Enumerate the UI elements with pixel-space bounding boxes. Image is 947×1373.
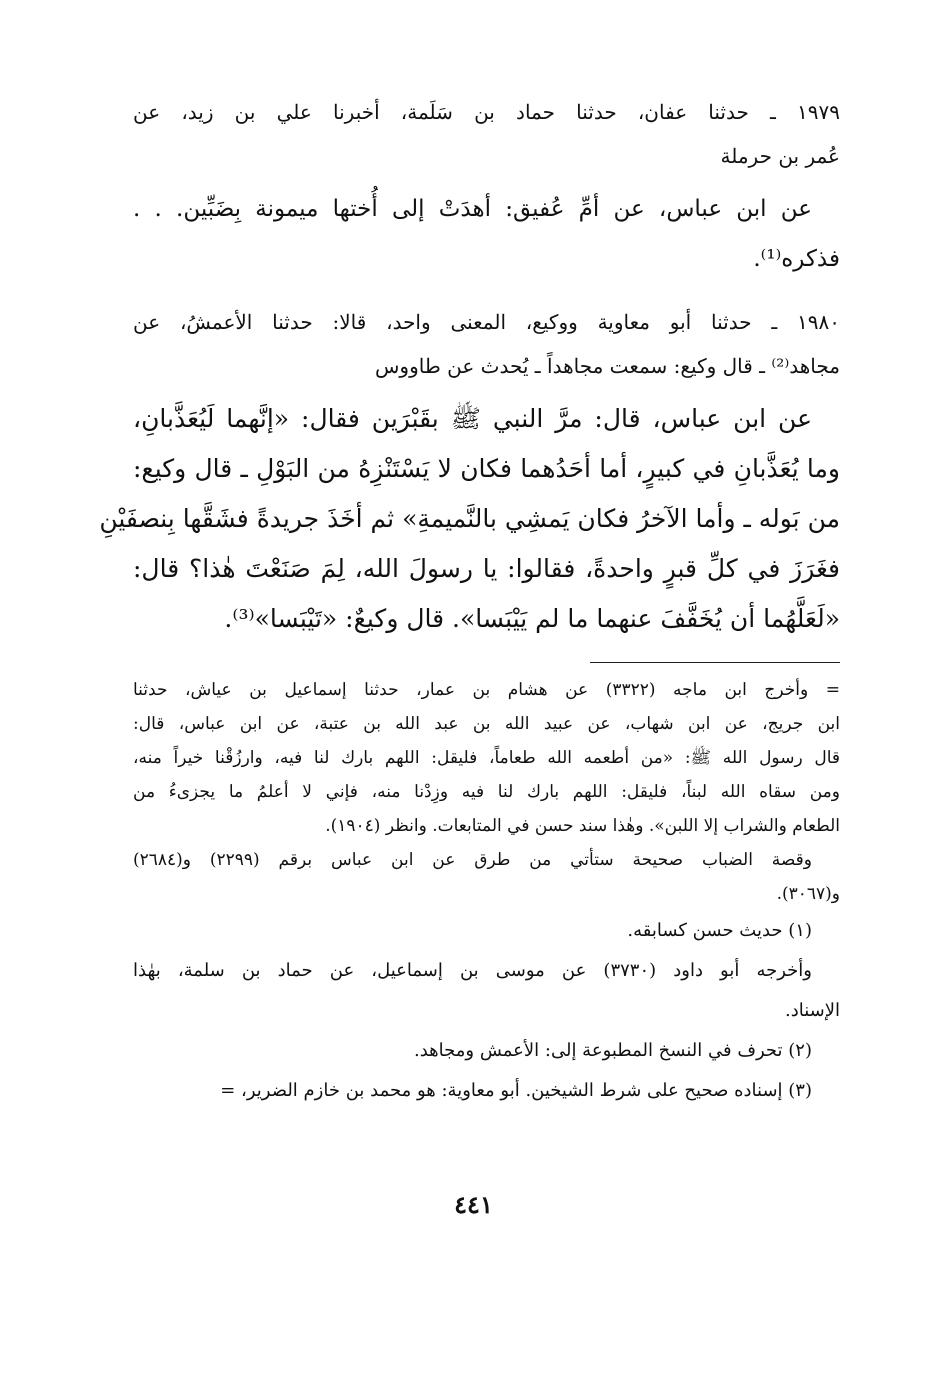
text-line: ١٩٨٠ ـ حدثنا أبو معاوية ووكيع، المعنى واحد، قالا: حدثنا الأعمشُ، عن (133, 310, 840, 334)
hadith-1980-matn (99, 394, 840, 644)
text-line: من بَوله ـ وأما الآخرُ فكان يَمشِي بالنَّميمةِ» ثم أخَذَ جريدةً فشَقَّها بِنصفَيْنِ (99, 504, 840, 533)
footnote-line: ومن سقاه الله لبناً، فليقل: اللهم بارك لنا فيه وزِدْنا منه، فإني لا أعلمُ ما يجزىءُ من (133, 782, 840, 802)
footnote-line: و(٣٠٦٧). (776, 884, 840, 904)
hadith-1979-isnad (133, 90, 840, 178)
footnote-line: الإسناد. (784, 1000, 840, 1021)
hadith-1980-isnad (133, 300, 840, 388)
text-line: عن ابن عباس، عن أمِّ عُفيق: أهدَتْ إلى أُختها ميمونة بِضَبِّين. . . (133, 196, 812, 222)
text-line: مجاهد⁽²⁾ ـ قال وكيع: سمعت مجاهداً ـ يُحدث عن طاووس (375, 354, 840, 378)
text-line: عُمر بن حرملة (720, 144, 840, 168)
footnote-divider (590, 662, 840, 663)
footnote-line: وأخرجه أبو داود (٣٧٣٠) عن موسى بن إسماعيل، عن حماد بن سلمة، بهٰذا (133, 960, 812, 981)
footnotes (133, 673, 840, 911)
footnote-line: ابن جريج، عن ابن شهاب، عن عبيد الله بن عبد الله بن عتبة، عن ابن عباس، قال: (133, 714, 840, 734)
page-number: ٤٤١ (454, 1190, 493, 1219)
text-line: فذكره⁽¹⁾. (753, 246, 840, 272)
footnote-line: وقصة الضباب صحيحة ستأتي من طرق عن ابن عباس برقم (٢٢٩٩) و(٢٦٨٤) (133, 850, 812, 870)
footnote-3: (٣) إسناده صحيح على شرط الشيخين. أبو معاوية: هو محمد بن خازم الضرير، = (220, 1080, 812, 1101)
footnote-line: = وأخرج ابن ماجه (٣٣٢٢) عن هشام بن عمار، حدثنا إسماعيل بن عياش، حدثنا (133, 680, 840, 700)
footnote-line: قال رسول الله ﷺ: «من أطعمه الله طعاماً، فليقل: اللهم بارك لنا فيه، وارزُقْنا خيراً منه، (133, 748, 840, 768)
text-line: عن ابن عباس، قال: مرَّ النبي ﷺ بقَبْرَين فقال: «إنَّهما لَيُعَذَّبانِ، (133, 404, 812, 433)
footnote-1: (١) حديث حسن كسابقه. (627, 920, 812, 941)
text-line: فغَرَزَ في كلِّ قبرٍ واحدةً، فقالوا: يا رسولَ الله، لِمَ صَنَعْتَ هٰذا؟ قال: (133, 554, 840, 583)
text-line: «لَعَلَّهُما أن يُخَفَّفَ عنهما ما لم يَيْبَسا». قال وكيعٌ: «تَيْبَسا»⁽³⁾. (224, 604, 840, 633)
text-line: ١٩٧٩ ـ حدثنا عفان، حدثنا حماد بن سَلَمة، أخبرنا علي بن زيد، عن (133, 100, 840, 124)
text-line: وما يُعَذَّبانِ في كبيرٍ، أما أحَدُهما فكان لا يَسْتَنْزِهُ من البَوْلِ ـ قال وكيع: (133, 454, 840, 483)
hadith-1979-matn (133, 184, 840, 284)
footnotes-numbered (133, 911, 840, 1111)
footnote-2: (٢) تحرف في النسخ المطبوعة إلى: الأعمش ومجاهد. (414, 1040, 812, 1061)
footnote-line: الطعام والشراب إلا اللبن». وهٰذا سند حسن في المتابعات. وانظر (١٩٠٤). (325, 816, 840, 836)
